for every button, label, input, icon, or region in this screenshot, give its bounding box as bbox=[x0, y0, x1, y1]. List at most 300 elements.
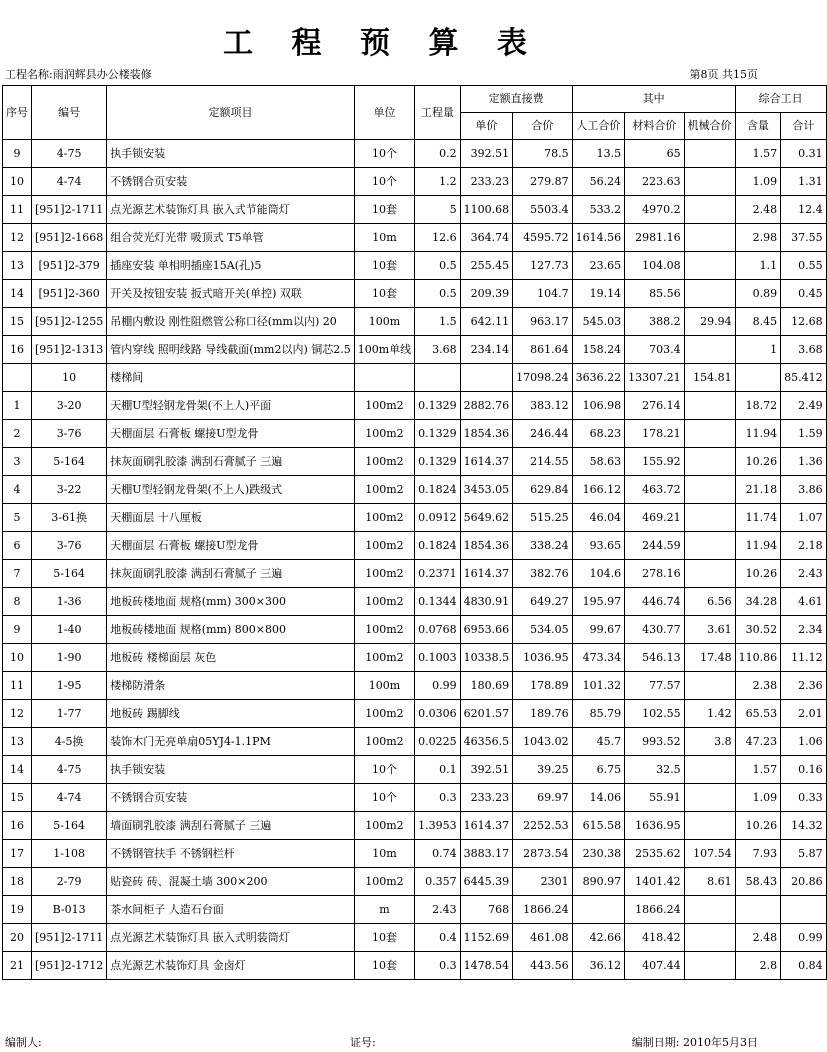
cell-qty: 0.1329 bbox=[415, 448, 461, 476]
cell-seq: 15 bbox=[3, 308, 32, 336]
cell-total-price: 443.56 bbox=[513, 952, 573, 980]
cell-code: 1-95 bbox=[32, 672, 107, 700]
cell-item: 墙面刷乳胶漆 满刮石膏腻子 三遍 bbox=[107, 812, 354, 840]
cell-qty: 0.99 bbox=[415, 672, 461, 700]
cell-unit: 100m2 bbox=[354, 868, 414, 896]
cell-item: 天棚U型轻钢龙骨架(不上人)跌级式 bbox=[107, 476, 354, 504]
col-code-header: 编号 bbox=[32, 86, 107, 140]
cell-unit: 100m2 bbox=[354, 392, 414, 420]
cell-labor-total: 46.04 bbox=[572, 504, 625, 532]
table-row bbox=[3, 280, 827, 308]
col-item-header: 定额项目 bbox=[107, 86, 354, 140]
cell-days-total: 4.61 bbox=[781, 588, 827, 616]
cell-days-total: 1.36 bbox=[781, 448, 827, 476]
table-row bbox=[3, 840, 827, 868]
cell-days-total: 0.33 bbox=[781, 784, 827, 812]
cell-total-price: 127.73 bbox=[513, 252, 573, 280]
cell-qty: 0.2371 bbox=[415, 560, 461, 588]
cell-unit-price: 3453.05 bbox=[460, 476, 513, 504]
cell-days-content: 2.98 bbox=[735, 224, 781, 252]
cell-item: 执手锁安装 bbox=[107, 756, 354, 784]
cell-code: [951]2-1711 bbox=[32, 924, 107, 952]
cell-days-content: 2.48 bbox=[735, 924, 781, 952]
cell-unit: m bbox=[354, 896, 414, 924]
page-title: 工 程 预 算 表 bbox=[223, 26, 541, 61]
cell-days-content: 1.57 bbox=[735, 140, 781, 168]
cell-seq: 11 bbox=[3, 196, 32, 224]
cell-total-price: 1866.24 bbox=[513, 896, 573, 924]
cell-total-price: 17098.24 bbox=[513, 364, 573, 392]
cell-days-total: 85.412 bbox=[781, 364, 827, 392]
cell-item: 楼梯防滑条 bbox=[107, 672, 354, 700]
cell-total-price: 1043.02 bbox=[513, 728, 573, 756]
cell-unit-price: 209.39 bbox=[460, 280, 513, 308]
table-row bbox=[3, 644, 827, 672]
cell-machine-total: 107.54 bbox=[684, 840, 735, 868]
cell-material-total: 155.92 bbox=[625, 448, 685, 476]
cell-code: 2-79 bbox=[32, 868, 107, 896]
cell-material-total: 430.77 bbox=[625, 616, 685, 644]
table-row bbox=[3, 784, 827, 812]
table-row bbox=[3, 532, 827, 560]
cell-unit: 10套 bbox=[354, 196, 414, 224]
cell-machine-total bbox=[684, 812, 735, 840]
cell-days-total: 0.45 bbox=[781, 280, 827, 308]
cell-material-total: 993.52 bbox=[625, 728, 685, 756]
cell-days-total: 20.86 bbox=[781, 868, 827, 896]
cell-unit-price: 233.23 bbox=[460, 168, 513, 196]
cell-code: 3-61换 bbox=[32, 504, 107, 532]
cell-qty: 0.1 bbox=[415, 756, 461, 784]
cell-days-total: 1.07 bbox=[781, 504, 827, 532]
cell-material-total: 32.5 bbox=[625, 756, 685, 784]
cell-material-total: 2981.16 bbox=[625, 224, 685, 252]
cell-qty: 0.0768 bbox=[415, 616, 461, 644]
cell-item: 点光源艺术装饰灯具 嵌入式明装筒灯 bbox=[107, 924, 354, 952]
cell-unit-price: 5649.62 bbox=[460, 504, 513, 532]
cell-unit: 10套 bbox=[354, 280, 414, 308]
cell-qty: 0.1344 bbox=[415, 588, 461, 616]
cell-item: 点光源艺术装饰灯具 金卤灯 bbox=[107, 952, 354, 980]
cell-qty: 0.74 bbox=[415, 840, 461, 868]
cell-unit: 10套 bbox=[354, 952, 414, 980]
cell-machine-total bbox=[684, 280, 735, 308]
cell-labor-total: 19.14 bbox=[572, 280, 625, 308]
cell-machine-total bbox=[684, 168, 735, 196]
cell-unit-price: 768 bbox=[460, 896, 513, 924]
cell-seq: 1 bbox=[3, 392, 32, 420]
cell-machine-total bbox=[684, 924, 735, 952]
col-unit-header: 单位 bbox=[354, 86, 414, 140]
cell-total-price: 189.76 bbox=[513, 700, 573, 728]
cell-days-total: 2.49 bbox=[781, 392, 827, 420]
cell-days-total: 37.55 bbox=[781, 224, 827, 252]
cell-unit-price: 255.45 bbox=[460, 252, 513, 280]
cell-days-total: 1.31 bbox=[781, 168, 827, 196]
cell-seq: 16 bbox=[3, 336, 32, 364]
cell-code: [951]2-1711 bbox=[32, 196, 107, 224]
table-row bbox=[3, 672, 827, 700]
cell-days-content bbox=[735, 896, 781, 924]
header-row-1 bbox=[3, 86, 827, 113]
cell-qty: 0.1329 bbox=[415, 392, 461, 420]
cell-seq: 11 bbox=[3, 672, 32, 700]
cell-code: 5-164 bbox=[32, 560, 107, 588]
cell-material-total: 407.44 bbox=[625, 952, 685, 980]
cell-code: 4-74 bbox=[32, 784, 107, 812]
cell-qty: 0.1003 bbox=[415, 644, 461, 672]
cell-item: 地板砖楼地面 规格(mm) 800×800 bbox=[107, 616, 354, 644]
cell-item: 抹灰面刷乳胶漆 满刮石膏腻子 三遍 bbox=[107, 560, 354, 588]
cell-unit: 100m单线 bbox=[354, 336, 414, 364]
cell-code: 1-77 bbox=[32, 700, 107, 728]
cell-unit-price: 1152.69 bbox=[460, 924, 513, 952]
prepared-date: 编制日期: 2010年5月3日 bbox=[631, 1036, 758, 1049]
cell-seq: 14 bbox=[3, 280, 32, 308]
col-unit-price-header: 单价 bbox=[460, 113, 513, 140]
cell-days-content bbox=[735, 364, 781, 392]
cell-code: 4-75 bbox=[32, 140, 107, 168]
cell-qty: 0.4 bbox=[415, 924, 461, 952]
cell-item: 天棚面层 石膏板 螺接U型龙骨 bbox=[107, 420, 354, 448]
cell-item: 天棚面层 十八厘板 bbox=[107, 504, 354, 532]
cell-days-total: 5.87 bbox=[781, 840, 827, 868]
cell-days-content: 110.86 bbox=[735, 644, 781, 672]
cell-total-price: 104.7 bbox=[513, 280, 573, 308]
table-row bbox=[3, 504, 827, 532]
cell-seq: 15 bbox=[3, 784, 32, 812]
cell-item: 开关及按钮安装 扳式暗开关(单控) 双联 bbox=[107, 280, 354, 308]
cell-total-price: 69.97 bbox=[513, 784, 573, 812]
cell-qty: 0.3 bbox=[415, 952, 461, 980]
table-row bbox=[3, 896, 827, 924]
cell-unit: 100m2 bbox=[354, 812, 414, 840]
cell-qty: 0.2 bbox=[415, 140, 461, 168]
cell-material-total: 463.72 bbox=[625, 476, 685, 504]
cell-seq: 4 bbox=[3, 476, 32, 504]
cell-total-price: 861.64 bbox=[513, 336, 573, 364]
cell-machine-total bbox=[684, 672, 735, 700]
cell-days-total: 2.34 bbox=[781, 616, 827, 644]
cell-code: B-013 bbox=[32, 896, 107, 924]
cell-total-price: 5503.4 bbox=[513, 196, 573, 224]
cell-seq: 9 bbox=[3, 140, 32, 168]
cell-item: 点光源艺术装饰灯具 嵌入式节能筒灯 bbox=[107, 196, 354, 224]
cell-material-total: 446.74 bbox=[625, 588, 685, 616]
cell-machine-total bbox=[684, 784, 735, 812]
cell-labor-total bbox=[572, 896, 625, 924]
cell-days-content: 2.8 bbox=[735, 952, 781, 980]
cell-days-content: 34.28 bbox=[735, 588, 781, 616]
cell-code: 4-75 bbox=[32, 756, 107, 784]
cell-material-total: 223.63 bbox=[625, 168, 685, 196]
cell-machine-total: 29.94 bbox=[684, 308, 735, 336]
cell-code: 3-76 bbox=[32, 532, 107, 560]
table-row bbox=[3, 168, 827, 196]
cell-item: 天棚面层 石膏板 螺接U型龙骨 bbox=[107, 532, 354, 560]
table-row bbox=[3, 392, 827, 420]
table-row bbox=[3, 952, 827, 980]
cell-labor-total: 23.65 bbox=[572, 252, 625, 280]
cell-item: 插座安装 单相明插座15A(孔)5 bbox=[107, 252, 354, 280]
cell-item: 天棚U型轻钢龙骨架(不上人)平面 bbox=[107, 392, 354, 420]
cell-unit: 100m bbox=[354, 308, 414, 336]
cell-material-total: 278.16 bbox=[625, 560, 685, 588]
cell-unit bbox=[354, 364, 414, 392]
cell-material-total: 388.2 bbox=[625, 308, 685, 336]
cell-days-total: 2.01 bbox=[781, 700, 827, 728]
cell-material-total: 102.55 bbox=[625, 700, 685, 728]
cell-qty: 0.0306 bbox=[415, 700, 461, 728]
cell-item: 贴瓷砖 砖、混凝土墙 300×200 bbox=[107, 868, 354, 896]
cell-total-price: 279.87 bbox=[513, 168, 573, 196]
cell-unit: 10m bbox=[354, 224, 414, 252]
cell-unit-price: 1100.68 bbox=[460, 196, 513, 224]
cell-seq: 20 bbox=[3, 924, 32, 952]
cell-unit-price: 392.51 bbox=[460, 756, 513, 784]
col-days-total-header: 合计 bbox=[781, 113, 827, 140]
cell-machine-total: 17.48 bbox=[684, 644, 735, 672]
cell-seq: 19 bbox=[3, 896, 32, 924]
cell-qty: 0.357 bbox=[415, 868, 461, 896]
cell-labor-total: 158.24 bbox=[572, 336, 625, 364]
cell-code: [951]2-360 bbox=[32, 280, 107, 308]
cell-unit-price: 234.14 bbox=[460, 336, 513, 364]
cell-labor-total: 45.7 bbox=[572, 728, 625, 756]
cell-seq: 21 bbox=[3, 952, 32, 980]
cell-machine-total bbox=[684, 952, 735, 980]
cell-qty: 0.1824 bbox=[415, 476, 461, 504]
cell-labor-total: 104.6 bbox=[572, 560, 625, 588]
cell-code: 4-5换 bbox=[32, 728, 107, 756]
cell-material-total: 418.42 bbox=[625, 924, 685, 952]
cell-unit: 100m2 bbox=[354, 616, 414, 644]
table-row bbox=[3, 700, 827, 728]
cell-total-price: 4595.72 bbox=[513, 224, 573, 252]
col-qty-header: 工程量 bbox=[415, 86, 461, 140]
cell-seq: 5 bbox=[3, 504, 32, 532]
cell-unit: 100m2 bbox=[354, 532, 414, 560]
cell-material-total: 703.4 bbox=[625, 336, 685, 364]
cell-item: 地板砖 踢脚线 bbox=[107, 700, 354, 728]
cell-total-price: 461.08 bbox=[513, 924, 573, 952]
cell-machine-total: 8.61 bbox=[684, 868, 735, 896]
cell-unit: 100m2 bbox=[354, 644, 414, 672]
cell-labor-total: 615.58 bbox=[572, 812, 625, 840]
budget-table bbox=[2, 85, 827, 980]
cell-days-content: 10.26 bbox=[735, 812, 781, 840]
table-row bbox=[3, 336, 827, 364]
cell-item: 楼梯间 bbox=[107, 364, 354, 392]
cell-seq: 2 bbox=[3, 420, 32, 448]
cell-unit: 10个 bbox=[354, 784, 414, 812]
table-row bbox=[3, 308, 827, 336]
table-row bbox=[3, 560, 827, 588]
cell-days-content: 2.48 bbox=[735, 196, 781, 224]
cell-code: 1-36 bbox=[32, 588, 107, 616]
cell-days-content: 8.45 bbox=[735, 308, 781, 336]
cell-labor-total: 36.12 bbox=[572, 952, 625, 980]
cell-total-price: 78.5 bbox=[513, 140, 573, 168]
cell-seq bbox=[3, 364, 32, 392]
cell-days-content: 11.74 bbox=[735, 504, 781, 532]
cell-item: 不锈钢合页安装 bbox=[107, 168, 354, 196]
cell-seq: 9 bbox=[3, 616, 32, 644]
cell-labor-total: 93.65 bbox=[572, 532, 625, 560]
cell-item: 吊棚内敷设 刚性阻燃管公称口径(mm以内) 20 bbox=[107, 308, 354, 336]
cell-material-total: 4970.2 bbox=[625, 196, 685, 224]
cell-seq: 3 bbox=[3, 448, 32, 476]
cell-total-price: 649.27 bbox=[513, 588, 573, 616]
col-labor-total-header: 人工合价 bbox=[572, 113, 625, 140]
table-row bbox=[3, 588, 827, 616]
cell-unit-price: 180.69 bbox=[460, 672, 513, 700]
table-row bbox=[3, 140, 827, 168]
cell-days-content: 1.09 bbox=[735, 168, 781, 196]
cell-machine-total: 3.8 bbox=[684, 728, 735, 756]
cell-days-content: 10.26 bbox=[735, 448, 781, 476]
cell-machine-total: 3.61 bbox=[684, 616, 735, 644]
cell-total-price: 2301 bbox=[513, 868, 573, 896]
cell-material-total: 546.13 bbox=[625, 644, 685, 672]
cell-total-price: 246.44 bbox=[513, 420, 573, 448]
cell-material-total: 1866.24 bbox=[625, 896, 685, 924]
cell-code: 5-164 bbox=[32, 812, 107, 840]
cell-unit-price: 1614.37 bbox=[460, 560, 513, 588]
cell-unit-price: 392.51 bbox=[460, 140, 513, 168]
cell-unit: 100m2 bbox=[354, 476, 414, 504]
cell-days-content: 1.1 bbox=[735, 252, 781, 280]
cell-days-content: 2.38 bbox=[735, 672, 781, 700]
cell-unit-price: 1614.37 bbox=[460, 812, 513, 840]
cell-unit-price: 6201.57 bbox=[460, 700, 513, 728]
cell-unit-price: 4830.91 bbox=[460, 588, 513, 616]
cell-total-price: 629.84 bbox=[513, 476, 573, 504]
cell-unit-price bbox=[460, 364, 513, 392]
cell-days-total: 12.68 bbox=[781, 308, 827, 336]
cell-days-total: 1.06 bbox=[781, 728, 827, 756]
cell-unit-price: 642.11 bbox=[460, 308, 513, 336]
table-row bbox=[3, 364, 827, 392]
cell-machine-total bbox=[684, 448, 735, 476]
cell-days-total: 2.43 bbox=[781, 560, 827, 588]
cell-days-total: 0.31 bbox=[781, 140, 827, 168]
cell-material-total: 55.91 bbox=[625, 784, 685, 812]
cell-machine-total: 154.81 bbox=[684, 364, 735, 392]
cell-days-total: 11.12 bbox=[781, 644, 827, 672]
cell-days-content: 11.94 bbox=[735, 532, 781, 560]
cell-unit: 100m2 bbox=[354, 728, 414, 756]
cell-machine-total bbox=[684, 420, 735, 448]
cell-days-total: 0.84 bbox=[781, 952, 827, 980]
cell-seq: 10 bbox=[3, 644, 32, 672]
cell-total-price: 382.76 bbox=[513, 560, 573, 588]
cell-material-total: 1636.95 bbox=[625, 812, 685, 840]
project-name: 工程名称:雨润辉县办公楼装修 bbox=[5, 68, 152, 81]
cell-days-content: 7.93 bbox=[735, 840, 781, 868]
table-row bbox=[3, 616, 827, 644]
cell-days-total bbox=[781, 896, 827, 924]
cell-qty: 0.1329 bbox=[415, 420, 461, 448]
cell-labor-total: 1614.56 bbox=[572, 224, 625, 252]
cell-unit-price: 364.74 bbox=[460, 224, 513, 252]
cell-code: 1-40 bbox=[32, 616, 107, 644]
cell-machine-total bbox=[684, 392, 735, 420]
cell-machine-total bbox=[684, 504, 735, 532]
cell-qty: 0.0225 bbox=[415, 728, 461, 756]
cell-unit: 10个 bbox=[354, 756, 414, 784]
cell-days-total: 3.86 bbox=[781, 476, 827, 504]
cell-labor-total: 6.75 bbox=[572, 756, 625, 784]
cell-unit: 100m2 bbox=[354, 700, 414, 728]
table-row bbox=[3, 924, 827, 952]
cell-labor-total: 3636.22 bbox=[572, 364, 625, 392]
cell-unit: 10个 bbox=[354, 140, 414, 168]
cell-days-total: 0.16 bbox=[781, 756, 827, 784]
cell-code: [951]2-1668 bbox=[32, 224, 107, 252]
cell-code: [951]2-1313 bbox=[32, 336, 107, 364]
cell-unit-price: 6445.39 bbox=[460, 868, 513, 896]
cell-code: 4-74 bbox=[32, 168, 107, 196]
cell-total-price: 39.25 bbox=[513, 756, 573, 784]
cell-seq: 6 bbox=[3, 532, 32, 560]
cell-qty bbox=[415, 364, 461, 392]
cell-machine-total bbox=[684, 336, 735, 364]
cell-total-price: 383.12 bbox=[513, 392, 573, 420]
cell-seq: 10 bbox=[3, 168, 32, 196]
cell-days-total: 3.68 bbox=[781, 336, 827, 364]
cell-unit: 100m2 bbox=[354, 448, 414, 476]
col-machine-total-header: 机械合价 bbox=[684, 113, 735, 140]
cell-total-price: 963.17 bbox=[513, 308, 573, 336]
cell-unit-price: 46356.5 bbox=[460, 728, 513, 756]
cell-labor-total: 473.34 bbox=[572, 644, 625, 672]
cell-days-content: 1.57 bbox=[735, 756, 781, 784]
cell-machine-total bbox=[684, 532, 735, 560]
cell-seq: 14 bbox=[3, 756, 32, 784]
col-of-which-header: 其中 bbox=[572, 86, 735, 113]
cell-material-total: 13307.21 bbox=[625, 364, 685, 392]
cell-labor-total: 56.24 bbox=[572, 168, 625, 196]
cell-unit: 100m2 bbox=[354, 420, 414, 448]
cell-seq: 16 bbox=[3, 812, 32, 840]
cell-labor-total: 68.23 bbox=[572, 420, 625, 448]
cell-qty: 1.2 bbox=[415, 168, 461, 196]
cell-item: 管内穿线 照明线路 导线截面(mm2以内) 铜芯2.5 bbox=[107, 336, 354, 364]
cell-seq: 12 bbox=[3, 224, 32, 252]
cell-item: 地板砖 楼梯面层 灰色 bbox=[107, 644, 354, 672]
cell-item: 不锈钢管扶手 不锈钢栏杆 bbox=[107, 840, 354, 868]
col-material-total-header: 材料合价 bbox=[625, 113, 685, 140]
cell-total-price: 2252.53 bbox=[513, 812, 573, 840]
cell-qty: 1.3953 bbox=[415, 812, 461, 840]
cell-labor-total: 101.32 bbox=[572, 672, 625, 700]
cell-qty: 0.3 bbox=[415, 784, 461, 812]
cell-unit-price: 3883.17 bbox=[460, 840, 513, 868]
cell-code: 10 bbox=[32, 364, 107, 392]
cell-unit: 100m2 bbox=[354, 560, 414, 588]
table-row bbox=[3, 756, 827, 784]
cell-item: 组合荧光灯光带 吸顶式 T5单管 bbox=[107, 224, 354, 252]
cell-item: 装饰木门无亮单扇05YJ4-1.1PM bbox=[107, 728, 354, 756]
cell-unit: 100m2 bbox=[354, 504, 414, 532]
cell-material-total: 276.14 bbox=[625, 392, 685, 420]
cell-labor-total: 14.06 bbox=[572, 784, 625, 812]
certificate-label: 证号: bbox=[350, 1036, 376, 1049]
cell-unit-price: 233.23 bbox=[460, 784, 513, 812]
cell-code: [951]2-1712 bbox=[32, 952, 107, 980]
cell-machine-total bbox=[684, 224, 735, 252]
